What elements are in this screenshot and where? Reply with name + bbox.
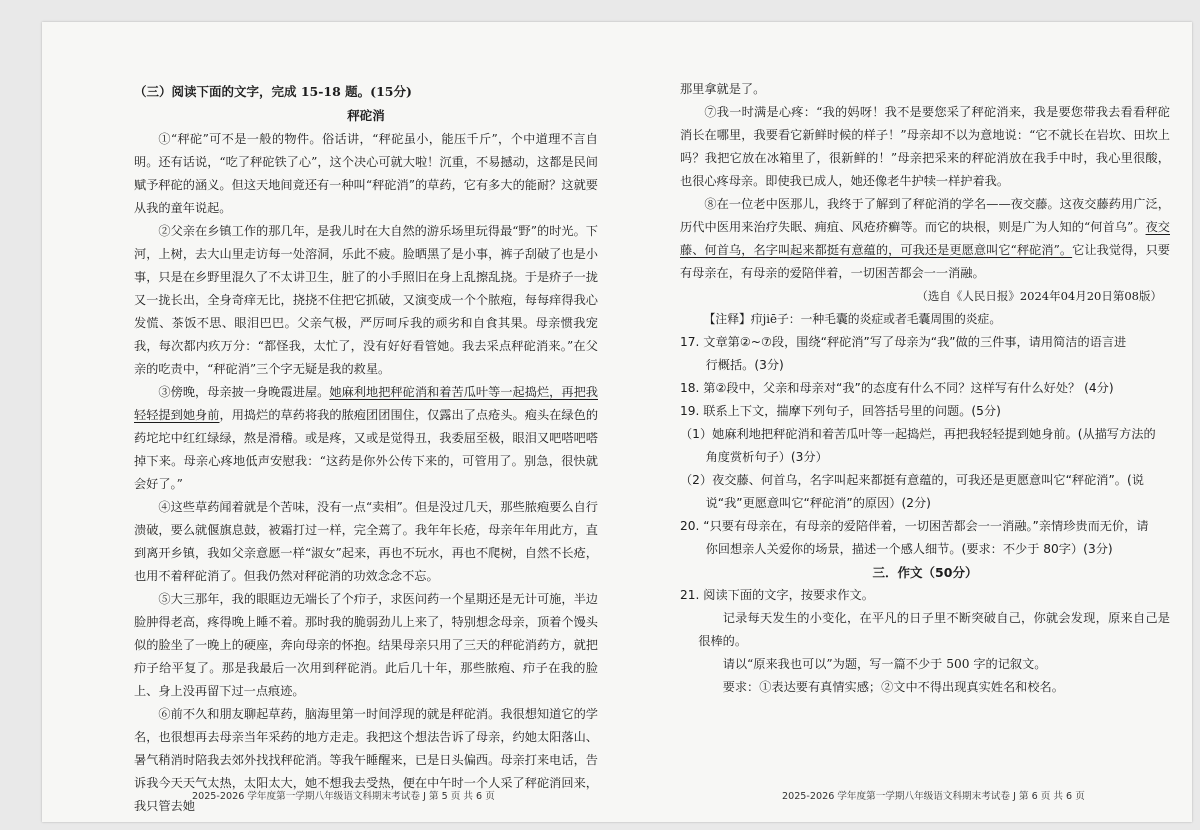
paragraph-8 <box>680 193 1170 285</box>
paragraph-7: ⑦我一时满是心疼：“我的妈呀！我不是要您采了秤砣消来，我是要您带我去看看秤砣消长在哪里，我要看它新鲜时候的样子！”母亲却不以为意地说：“它不就长在岩坎、田坎上吗？我把它放在冰箱里了，很新鲜的！”母亲把采来的秤砣消放在我手中时，我心里很酸，也很心疼母亲。即使我已成人，她还像老牛护犊一样护着我。 <box>680 105 1170 188</box>
essay-requirements: 要求：①表达要有真情实感；②文中不得出现真实姓名和校名。 <box>722 680 1064 694</box>
page-5 <box>42 22 616 822</box>
question-18: 18. 第②段中，父亲和母亲对“我”的态度有什么不同？这样写有什么好处？ (4分) <box>680 381 1114 395</box>
article-title: 秤砣消 <box>347 108 385 123</box>
paragraph-4: ④这些草药闻着就是个苦味，没有一点“卖相”。但是没过几天，那些脓疱要么自行溃破，要么就偃旗息鼓，被霜打过一样，完全蔫了。我年年长疮，母亲年年用此方，直到离开乡镇，我如父亲意愿一样“淑女”起来，再也不玩水，再也不爬树，自然不长疮，也用不着秤砣消了。但我仍然对秤砣消的功效念念不忘。 <box>134 500 598 583</box>
paragraph-3-rest: ，用捣烂的草药将我的脓疱团团围住，仅露出了点疮头。疱头在绿色的药坨坨中红红绿绿，熬是滑稽。或是疼，又或是觉得丑，我委屈至极，眼泪又吧嗒吧嗒掉下来。母亲心疼地低声安慰我：“这药是你外公传下来的，可管用了。别急，很快就会好了。” <box>134 408 599 491</box>
page-6 <box>618 22 1192 822</box>
page-5-footer: 2025-2026 学年度第一学期八年级语文科期末考试卷 J 第 5 页 共 6 页 <box>192 791 495 802</box>
paragraph-2: ②父亲在乡镇工作的那几年，是我儿时在大自然的游乐场里玩得最“野”的时光。下河，上树，去大山里走访每一处溶洞，乐此不疲。脸晒黑了是小事，裤子刮破了也是小事，只是在乡野里混久了不太讲卫生，脏了的小手照旧在身上乱擦乱挠。于是疥子一拢又一拢长出，全身奇痒无比，挠挠不住把它抓破，又演变成一个个脓疱，每每痒得我心发慌、茶饭不思、眼泪巴巴。父亲气极，严厉呵斥我的顽劣和自食其果。母亲惯我宠我，每次都内疚万分：“都怪我，太忙了，没有好好看管她。我去采点秤砣消来。”在父亲的吃责中，“秤砣消”三个字无疑是我的救星。 <box>134 224 598 376</box>
paragraph-8-start: ⑧在一位老中医那儿，我终于了解到了秤砣消的学名——夜交藤。这夜交藤药用广泛，历代中医用来治疗失眠、痈疽、风疮疥癣等。而它的块根，则是广为人知的“何首乌”。 <box>680 197 1170 234</box>
paragraph-1: ①“秤砣”可不是一般的物件。俗话讲，“秤砣虽小，能压千斤”，个中道理不言自明。还有话说，“吃了秤砣铁了心”，这个决心可就大啦！沉重，不易撼动，这都是民间赋予秤砣的涵义。但这天地间竟还有一种叫“秤砣消”的草药，它有多大的能耐？这就要从我的童年说起。 <box>134 132 598 215</box>
paragraph-3-start: ③傍晚，母亲披一身晚霞进屋。 <box>158 385 330 399</box>
question-19-2-line-1: （2）夜交藤、何首乌，名字叫起来都挺有意蕴的，可我还是更愿意叫它“秤砣消”。(说 <box>680 473 1144 487</box>
question-19-1 <box>680 423 1170 469</box>
article-source: （选自《人民日报》2024年04月20日第08版） <box>916 289 1162 303</box>
essay-title-requirement: 请以“原来我也可以”为题，写一篇不少于 500 字的记叙文。 <box>722 657 1047 671</box>
question-17-line-1: 17. 文章第②~⑦段，围绕“秤砣消”写了母亲为“我”做的三件事，请用简洁的语言进 <box>680 335 1127 349</box>
question-20-line-1: 20. “只要有母亲在，有母亲的爱陪伴着，一切困苦都会一一消融。”亲情珍贵而无价，请 <box>680 519 1149 533</box>
question-17-line-2: 行概括。(3分) <box>705 358 784 372</box>
paragraph-6: ⑥前不久和朋友聊起草药，脑海里第一时间浮现的就是秤砣消。我很想知道它的学名，也很想再去母亲当年采药的地方走走。我把这个想法告诉了母亲，约她太阳落山、暑气稍消时陪我去郊外找找秤砣消。等我午睡醒来，已是日头偏西。母亲打来电话，告诉我今天天气太热，太阳太大，她不想我去受热，便在中午时一个人采了秤砣消回来，我只管去她 <box>134 707 598 813</box>
question-21: 21. 阅读下面的文字，按要求作文。 <box>680 588 874 602</box>
annotation-note: 【注释】疖jiē子：一种毛囊的炎症或者毛囊周围的炎症。 <box>703 312 1002 326</box>
paragraph-3 <box>134 381 598 496</box>
composition-section-heading: 三．作文（50分） <box>872 565 978 580</box>
paragraph-6-end: 那里拿就是了。 <box>680 82 766 96</box>
question-19-2 <box>680 469 1170 515</box>
reading-section-heading: （三）阅读下面的文字，完成 15-18 题。(15分) <box>134 84 412 99</box>
page-5-content <box>134 80 598 818</box>
question-17 <box>680 331 1170 377</box>
exam-sheet <box>42 22 1192 822</box>
essay-prompt <box>680 607 1170 653</box>
essay-prompt-line-2: 很棒的。 <box>698 634 748 648</box>
question-19: 19. 联系上下文，揣摩下列句子，回答括号里的问题。(5分) <box>680 404 1001 418</box>
question-20-line-2: 你回想亲人关爱你的场景，描述一个感人细节。(要求：不少于 80字）(3分) <box>705 542 1113 556</box>
question-20 <box>680 515 1170 561</box>
page-6-content <box>680 78 1170 699</box>
paragraph-5: ⑤大三那年，我的眼眶边无端长了个疖子，求医问药一个星期还是无计可施，半边脸肿得老高，疼得晚上睡不着。那时我的脆弱劲儿上来了，特别想念母亲，顶着个馒头似的脸坐了一晚上的硬座，奔向母亲的怀抱。结果母亲只用了三天的秤砣消药方，就把疖子给平复了。那是我最后一次用到秤砣消。此后几十年，那些脓疱、疖子在我的脸上、身上没再留下过一点痕迹。 <box>134 592 598 698</box>
page-6-footer: 2025-2026 学年度第一学期八年级语文科期末考试卷 J 第 6 页 共 6 页 <box>782 791 1085 802</box>
essay-prompt-line-1: 记录每天发生的小变化，在平凡的日子里不断突破自己，你就会发现，原来自己是 <box>722 611 1170 625</box>
question-19-2-line-2: 说“我”更愿意叫它“秤砣消”的原因）(2分) <box>705 496 931 510</box>
underlined-sentence-2: 夜交藤、何首乌，名字叫起来都挺有意蕴的，可我还是更愿意叫它“秤砣消”。 <box>680 220 1170 257</box>
underlined-sentence-1: 她麻利地把秤砣消和着苦瓜叶等一起捣烂，再把我轻轻提到她身前 <box>134 385 598 422</box>
question-19-1-line-1: （1）她麻利地把秤砣消和着苦瓜叶等一起捣烂，再把我轻轻提到她身前。(从描写方法的 <box>680 427 1156 441</box>
paragraph-8-rest: 它让我觉得，只要有母亲在，有母亲的爱陪伴着，一切困苦都会一一消融。 <box>680 243 1170 280</box>
question-19-1-line-2: 角度赏析句子）(3分） <box>705 450 828 464</box>
